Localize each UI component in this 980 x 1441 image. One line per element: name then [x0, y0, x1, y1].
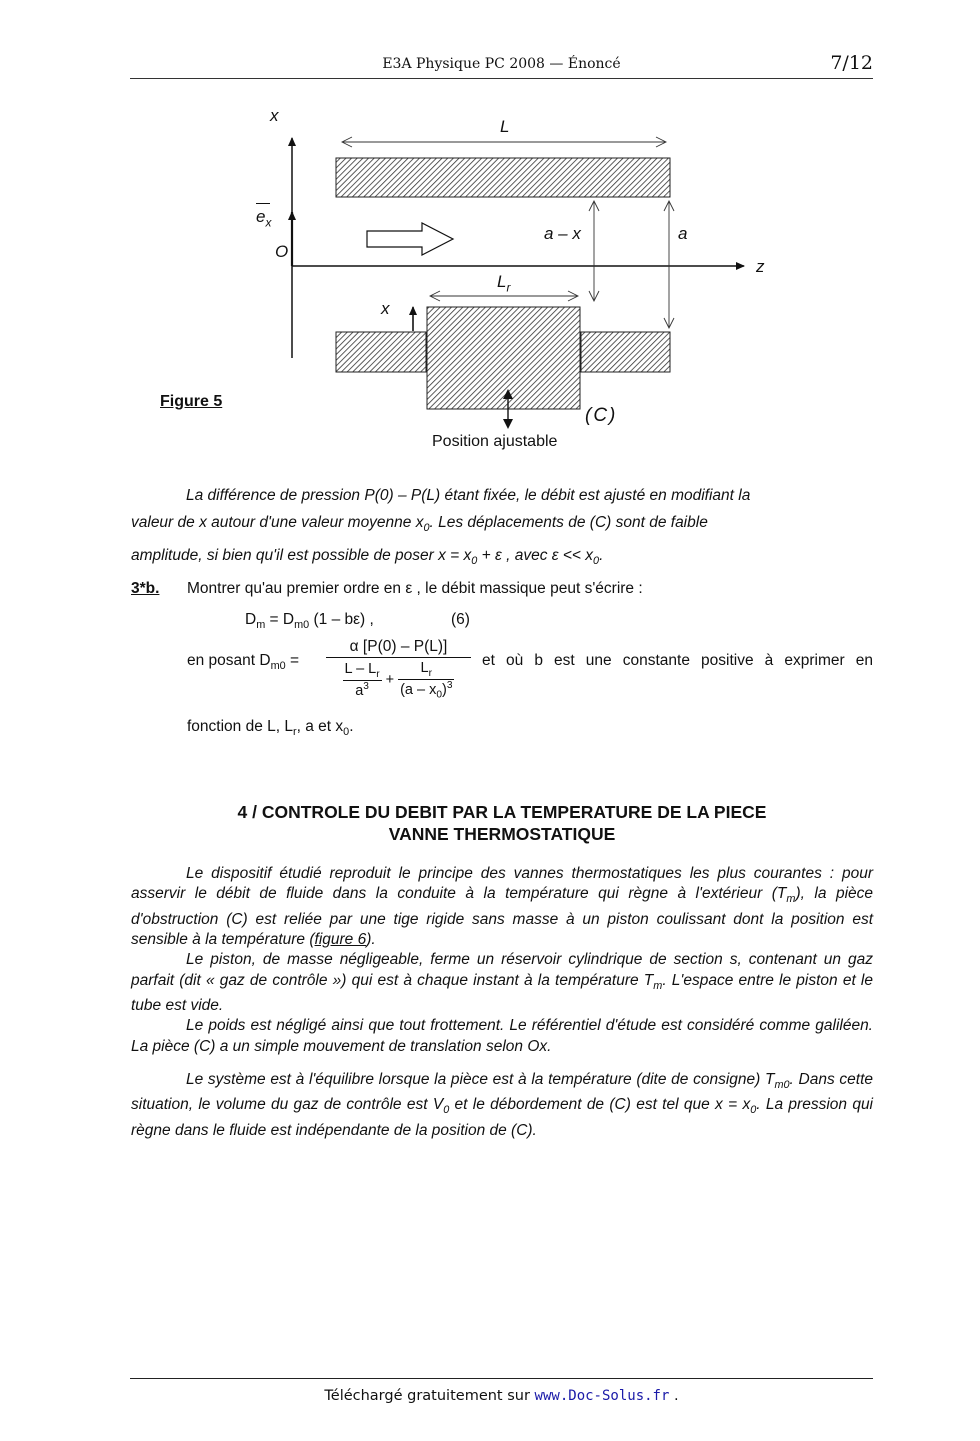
section-title: 4 / CONTROLE DU DEBIT PAR LA TEMPERATURE DE LA PIECE VANNE THERMOSTATIQUE — [237, 802, 767, 844]
page-footer: Téléchargé gratuitement sur www.Doc-Solus.fr . — [324, 1388, 679, 1404]
label-origin: O — [275, 242, 289, 261]
question-number: 3*b. — [131, 580, 160, 597]
paragraph-4: Le système est à l'équilibre lorsque la pièce est à la température (dite de consigne) $T_{m0}$. Dans cette situation, le volume du gaz de contrôle est $V_0$ et le débordement de (C) est tel que $x = x_0$. La pression qui règne dans le fluide est indépendante de la position de (C). — [131, 1070, 874, 1139]
label-a-minus-x: a – x — [544, 224, 581, 243]
definition-fraction: α [P(0) – P(L)] $\frac{L - L_r}{a^3}$ + $\frac{L_r}{(a - x_0)^3}$ — [326, 638, 471, 701]
paragraph-3: Le poids est négligé ainsi que tout frottement. Le référentiel d'étude est considéré comme galiléen. La pièce (C) a un simple mouvement de translation selon Ox. — [131, 1017, 873, 1055]
obstruction-piece-C — [427, 307, 580, 409]
figure-5 — [0, 0, 980, 470]
definition-suffix: et où b est une constante positive à exprimer en — [482, 652, 873, 669]
flow-diagram — [0, 0, 980, 470]
question-closing: fonction de L, $L_r$, a et $x_0$. — [187, 718, 354, 739]
page-number: 7/12 — [830, 52, 873, 74]
flow-arrow — [367, 223, 453, 255]
fraction-term1: $\frac{L - L_r}{a^3}$ — [344, 661, 380, 700]
definition-prefix: en posant $D_{m0}$ = — [187, 652, 300, 673]
label-Lr: $L_r$ — [497, 272, 511, 295]
paragraph-1: Le dispositif étudié reproduit le principe des vannes thermostatiques les plus courantes : pour asservir le débit de fluide dans la conduite à la température qui règne à l'extérieur $(T_m)$, la pièce d'obstruction (C) est reliée par une tige rigide sans masse à un piston coulissant dont la position est sensible à la température (figure 6). — [131, 865, 874, 948]
top-wall — [336, 158, 670, 197]
bottom-wall-left — [336, 332, 426, 372]
document-title: E3A Physique PC 2008 — Énoncé — [382, 56, 621, 72]
fraction-numerator: α [P(0) – P(L)] — [326, 638, 471, 658]
label-x-axis: x — [270, 106, 279, 125]
intro-paragraph: La différence de pression P(0) – P(L) étant fixée, le débit est ajusté en modifiant la valeur de x autour d'une valeur moyenne $x_0$. Les déplacements de (C) sont de faible amplitude, si bien qu'il est possible de poser $x = x_0 + \varepsilon$ , avec $\varepsilon << x_0$. — [131, 487, 751, 568]
figure-caption: Figure 5 — [160, 393, 223, 410]
footer-divider — [130, 1378, 873, 1379]
figure-6-reference: figure 6 — [314, 930, 367, 948]
label-a: a — [678, 224, 688, 243]
label-unit-vector: $e_x$ — [256, 207, 271, 229]
label-L: L — [500, 117, 510, 136]
question-statement: Montrer qu'au premier ordre en ε , le débit massique peut s'écrire : — [187, 580, 643, 597]
fraction-term2: $\frac{L_r}{(a - x_0)^3}$ — [400, 660, 453, 701]
doc-solus-link[interactable]: www.Doc-Solus.fr — [534, 1388, 670, 1404]
label-z-axis: z — [756, 257, 765, 276]
equation-number: (6) — [451, 611, 470, 628]
label-position-ajustable: Position ajustable — [432, 433, 558, 450]
section-body — [131, 864, 873, 1141]
equation-6: $D_m = D_{m0}$ (1 – bε) , — [245, 611, 374, 632]
label-piece-C: (C) — [585, 405, 618, 426]
bottom-wall-right — [581, 332, 670, 372]
label-displacement-x: x — [381, 299, 390, 318]
paragraph-2: Le piston, de masse négligeable, ferme un réservoir cylindrique de section s, contenant un gaz parfait (dit « gaz de contrôle ») qui est à chaque instant à la température $T_m$. L'espace entre le piston et le tube est vide. — [131, 951, 873, 1014]
